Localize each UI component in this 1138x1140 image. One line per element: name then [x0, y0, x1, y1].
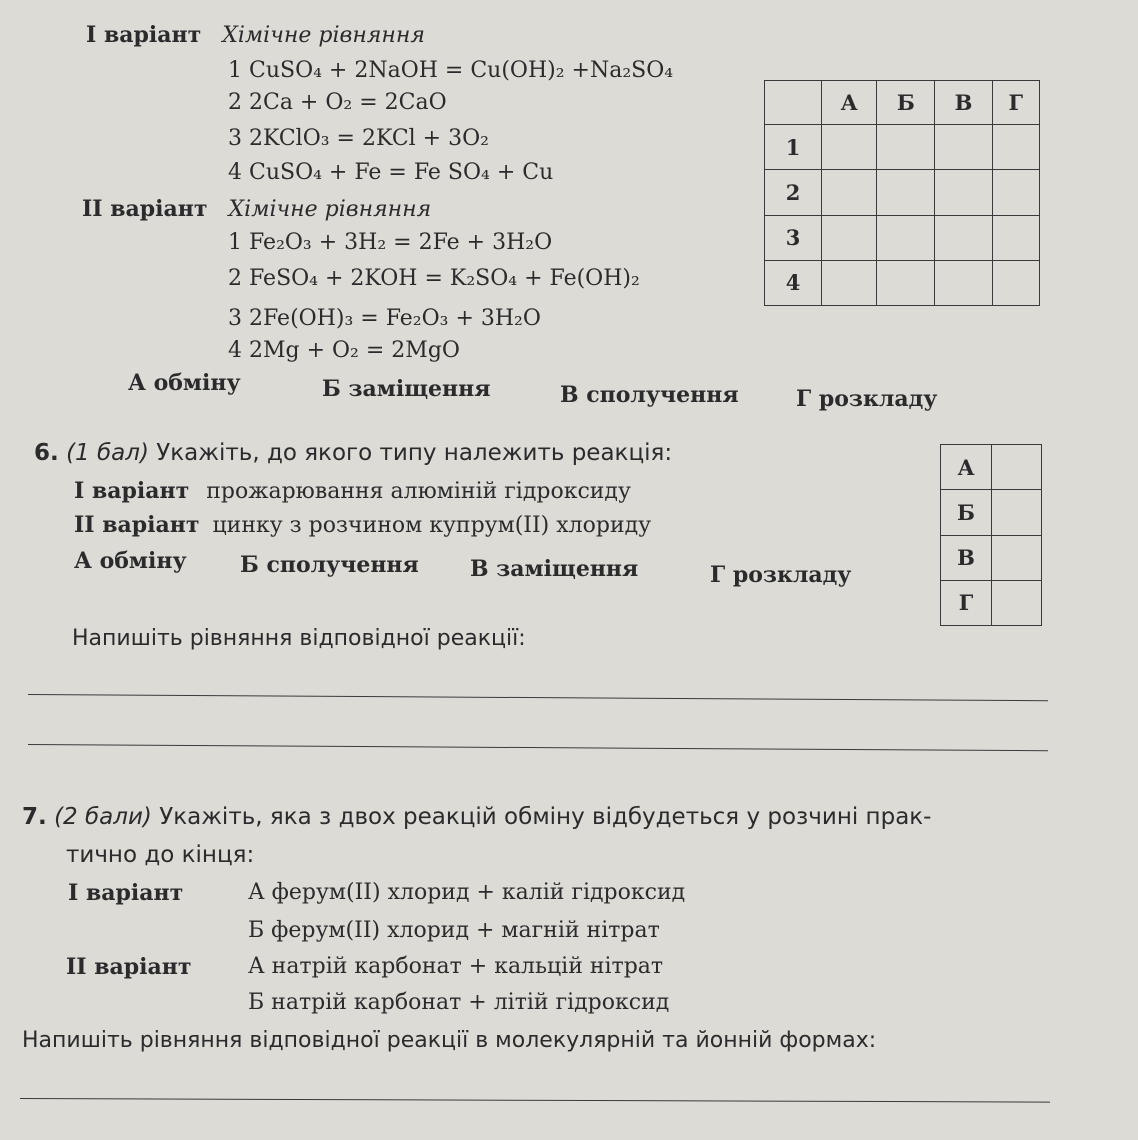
grid-cell[interactable] — [877, 260, 935, 305]
q6-option-g: Г розкладу — [710, 562, 852, 588]
grid-cell[interactable] — [822, 215, 877, 260]
q6-answer-label-v: В — [941, 535, 992, 580]
q6-answer-label-a: А — [941, 445, 992, 490]
variant-1-label: I варіант — [86, 22, 202, 48]
top-option-v: В сполучення — [560, 382, 739, 408]
q6-answer-label-b: Б — [941, 490, 992, 535]
grid-header-g: Г — [992, 81, 1039, 125]
q6-answer-cell-a[interactable] — [992, 445, 1042, 490]
q6-variant-2-text: цинку з розчином купрум(II) хлориду — [212, 513, 652, 538]
q6-option-v: В заміщення — [470, 556, 639, 582]
top-option-b: Б заміщення — [322, 376, 491, 402]
v1-equation-4: 4 CuSO₄ + Fe = Fe SO₄ + Cu — [228, 160, 554, 185]
grid-row-label-1: 1 — [765, 125, 822, 170]
question-6-text: Укажіть, до якого типу належить реакція: — [156, 440, 673, 466]
v2-equation-1: 1 Fe₂O₃ + 3H₂ = 2Fe + 3H₂O — [228, 230, 553, 255]
grid-cell[interactable] — [935, 215, 992, 260]
grid-cell[interactable] — [992, 260, 1039, 305]
grid-row-label-3: 3 — [765, 215, 822, 260]
grid-cell[interactable] — [822, 125, 877, 170]
q7-variant-1-label: I варіант — [68, 880, 184, 906]
q6-answer-cell-b[interactable] — [992, 490, 1042, 535]
v2-equation-2: 2 FeSO₄ + 2KOH = K₂SO₄ + Fe(OH)₂ — [228, 266, 640, 291]
question-6-number: 6. — [34, 440, 59, 466]
question-6-points: (1 бал) — [66, 440, 149, 466]
grid-cell[interactable] — [877, 215, 935, 260]
variant-2-label: II варіант — [82, 196, 208, 222]
grid-header-a: А — [822, 81, 877, 125]
grid-cell[interactable] — [822, 260, 877, 305]
q7-v1-option-a: А ферум(II) хлорид + калій гідроксид — [248, 880, 686, 905]
grid-cell[interactable] — [877, 125, 935, 170]
answer-grid-top — [764, 80, 1040, 306]
q6-variant-1-label: I варіант — [74, 478, 190, 504]
grid-cell[interactable] — [992, 215, 1039, 260]
v1-equation-2: 2 2Ca + O₂ = 2CaO — [228, 90, 447, 115]
q6-answer-cell-v[interactable] — [992, 535, 1042, 580]
q6-answer-cell-g[interactable] — [992, 580, 1042, 625]
variant-1-title: Хімічне рівняння — [222, 23, 425, 48]
v2-equation-4: 4 2Mg + O₂ = 2MgO — [228, 338, 460, 363]
q6-answer-line-2[interactable] — [28, 744, 1048, 751]
q6-variant-2-label: II варіант — [74, 512, 200, 538]
q7-answer-line-1[interactable] — [20, 1098, 1050, 1103]
question-6-header — [34, 440, 672, 466]
v2-equation-3: 3 2Fe(OH)₃ = Fe₂O₃ + 3H₂O — [228, 306, 541, 331]
grid-cell[interactable] — [877, 170, 935, 215]
grid-row-label-2: 2 — [765, 170, 822, 215]
top-option-g: Г розкладу — [796, 386, 938, 412]
q7-variant-2-label: II варіант — [66, 954, 192, 980]
question-7-text-line2: тично до кінця: — [66, 842, 255, 868]
question-7-number: 7. — [22, 804, 47, 830]
answer-grid-q6 — [940, 444, 1042, 626]
q7-write-prompt: Напишіть рівняння відповідної реакції в молекулярній та йонній формах: — [22, 1028, 877, 1053]
grid-cell[interactable] — [935, 125, 992, 170]
question-7-points: (2 бали) — [54, 804, 152, 830]
variant-2-title: Хімічне рівняння — [228, 197, 432, 222]
q6-option-a: А обміну — [74, 548, 187, 574]
q6-answer-label-g: Г — [941, 580, 992, 625]
grid-corner-cell — [765, 81, 822, 125]
q6-write-prompt: Напишіть рівняння відповідної реакції: — [72, 626, 526, 651]
grid-cell[interactable] — [935, 170, 992, 215]
grid-cell[interactable] — [992, 125, 1039, 170]
v1-equation-1: 1 CuSO₄ + 2NaOH = Cu(OH)₂ +Na₂SO₄ — [228, 58, 674, 83]
q7-v2-option-b: Б натрій карбонат + літій гідроксид — [248, 990, 670, 1015]
top-option-a: А обміну — [128, 370, 241, 396]
q7-v2-option-a: А натрій карбонат + кальцій нітрат — [248, 954, 664, 979]
grid-cell[interactable] — [822, 170, 877, 215]
q6-variant-1-text: прожарювання алюміній гідроксиду — [206, 479, 631, 504]
v1-equation-3: 3 2KClO₃ = 2KCl + 3O₂ — [228, 126, 489, 151]
question-7-text-line1: Укажіть, яка з двох реакцій обміну відбудеться у розчині прак- — [159, 804, 932, 830]
q7-v1-option-b: Б ферум(II) хлорид + магній нітрат — [248, 918, 660, 943]
q6-option-b: Б сполучення — [240, 552, 419, 578]
grid-header-v: В — [935, 81, 992, 125]
grid-row-label-4: 4 — [765, 260, 822, 305]
grid-header-b: Б — [877, 81, 935, 125]
grid-cell[interactable] — [992, 170, 1039, 215]
q6-answer-line-1[interactable] — [28, 694, 1048, 701]
grid-cell[interactable] — [935, 260, 992, 305]
question-7-header — [22, 804, 931, 830]
